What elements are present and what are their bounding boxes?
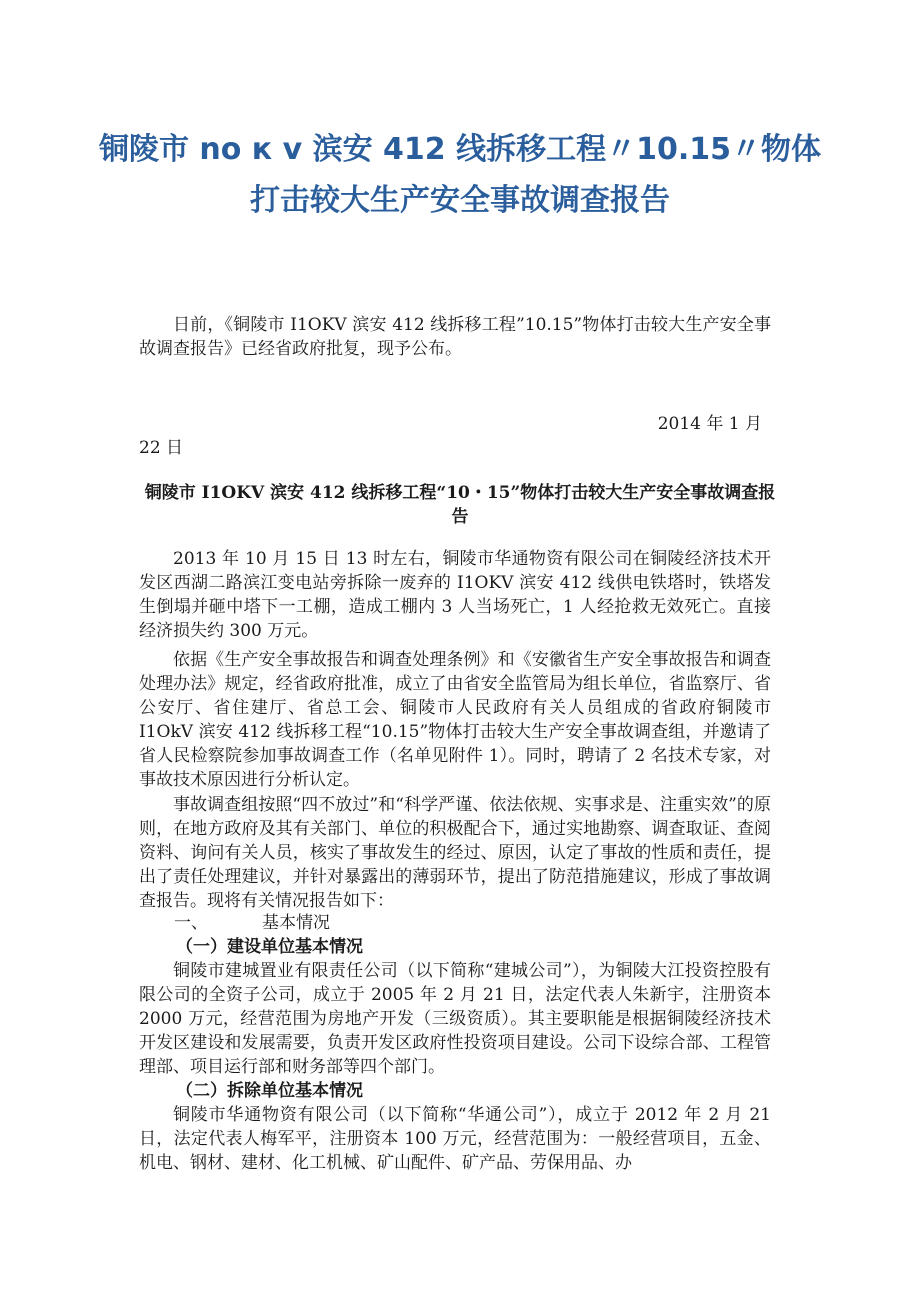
report-paragraph-2: 依据《生产安全事故报告和调查处理条例》和《安徽省生产安全事故报告和调查处理办法》规定，经省政府批准，成立了由省安全监管局为组长单位，省监察厅、省公安厅、省住建厅、省总工会、铜陵市人民政府有关人员组成的省政府铜陵市 I1OkV 滨安 412 线拆移工程“10.15”物体打击较大生产安全事故调查组，并邀请了省人民检察院参加事故调查工作（名单见附件 1）。同时，聘请了 2 名技术专家，对事故技术原因进行分析认定。 xyxy=(139,650,771,790)
notice-date-day: 22 日 xyxy=(139,438,184,458)
page-title-line-1: 铜陵市 no к v 滨安 412 线拆移工程〃10.15〃物体 xyxy=(98,132,822,167)
report-paragraph-1: 2013 年 10 月 15 日 13 时左右，铜陵市华通物资有限公司在铜陵经济技术开发区西湖二路滨江变电站旁拆除一废弃的 I1OKV 滨安 412 线供电铁塔时，铁塔发生倒塌并砸中塔下一工棚，造成工棚内 3 人当场死亡，1 人经抢救无效死亡。直接经济损失约 300 万元。 xyxy=(139,549,771,641)
notice-date-year-month: 2014 年 1 月 xyxy=(657,414,762,434)
subsection-2-text: 铜陵市华通物资有限公司（以下简称“华通公司”），成立于 2012 年 2 月 21 日，法定代表人梅军平，注册资本 100 万元，经营范围为：一般经营项目，五金、机电、钢材、建材、化工机械、矿山配件、矿产品、劳保用品、办 xyxy=(139,1105,771,1173)
section-1-number: 一、 xyxy=(174,913,208,933)
section-1-title: 基本情况 xyxy=(262,913,330,933)
subsection-1-title: （一）建设单位基本情况 xyxy=(176,937,363,957)
subsection-1-text: 铜陵市建城置业有限责任公司（以下简称“建城公司”），为铜陵大江投资控股有限公司的全资子公司，成立于 2005 年 2 月 21 日，法定代表人朱新宇，注册资本 2000 万元，经营范围为房地产开发（三级资质）。其主要职能是根据铜陵经济技术开发区建设和发展需要，负责开发区政府性投资项目建设。公司下设综合部、工程管理部、项目运行部和财务部等四个部门。 xyxy=(139,961,771,1077)
subsection-2-title: （二）拆除单位基本情况 xyxy=(176,1081,363,1101)
report-heading: 铜陵市 I1OKV 滨安 412 线拆移工程“10・15”物体打击较大生产安全事故调查报告 xyxy=(144,483,776,527)
report-paragraph-3: 事故调查组按照“四不放过”和“科学严谨、依法依规、实事求是、注重实效”的原则，在地方政府及其有关部门、单位的积极配合下，通过实地勘察、调查取证、查阅资料、询问有关人员，核实了事故发生的经过、原因，认定了事故的性质和责任，提出了责任处理建议，并针对暴露出的薄弱环节，提出了防范措施建议，形成了事故调查报告。现将有关情况报告如下： xyxy=(139,795,771,911)
notice-paragraph: 日前，《铜陵市 I1OKV 滨安 412 线拆移工程”10.15”物体打击较大生产安全事故调查报告》已经省政府批复，现予公布。 xyxy=(139,315,771,359)
page-title-line-2: 打击较大生产安全事故调查报告 xyxy=(250,183,670,218)
